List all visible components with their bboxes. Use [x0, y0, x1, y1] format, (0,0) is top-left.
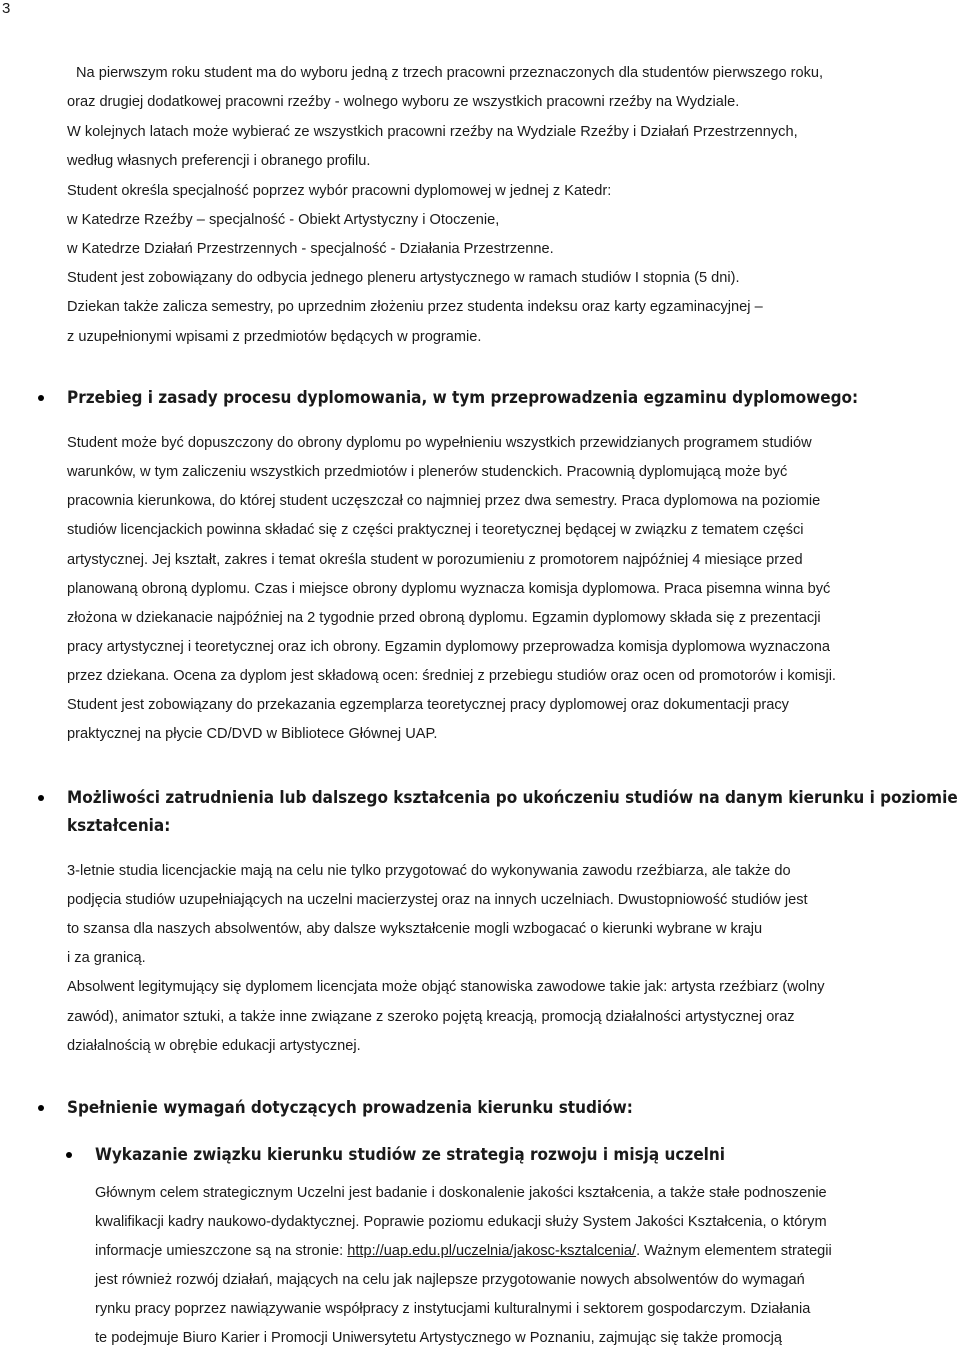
- paragraph-line-with-link: [95, 1242, 832, 1260]
- paragraph-line: rynku pracy poprzez nawiązywanie współpracy z instytucjami kulturalnymi i sektorem gospodarczym. Działania: [95, 1301, 811, 1317]
- paragraph-line: praktycznej na płycie CD/DVD w Bibliotece Głównej UAP.: [67, 726, 438, 742]
- quality-system-link[interactable]: http://uap.edu.pl/uczelnia/jakosc-ksztalcenia/: [347, 1243, 637, 1259]
- bullet-icon: [38, 795, 44, 801]
- paragraph-line: działalnością w obrębie edukacji artystycznej.: [67, 1038, 361, 1054]
- subsection-heading-strategy: Wykazanie związku kierunku studiów ze strategią rozwoju i misją uczelni: [95, 1144, 726, 1164]
- intro-line: Dziekan także zalicza semestry, po uprzednim złożeniu przez studenta indeksu oraz karty egzaminacyjnej –: [67, 299, 763, 315]
- paragraph-line: artystycznej. Jej kształt, zakres i temat określa student w porozumieniu z promotorem najpóźniej 4 miesiące przed: [67, 552, 803, 568]
- paragraph-line: kwalifikacji kadry naukowo-dydaktycznej. Poprawie poziomu edukacji służy System Jakości Kształcenia, o którym: [95, 1214, 827, 1230]
- intro-line: oraz drugiej dodatkowej pracowni rzeźby - wolnego wyboru ze wszystkich pracowni rzeźby na Wydziale.: [67, 94, 740, 110]
- intro-line: Student określa specjalność poprzez wybór pracowni dyplomowej w jednej z Katedr:: [67, 183, 612, 199]
- paragraph-line: Głównym celem strategicznym Uczelni jest badanie i doskonalenie jakości kształcenia, a także stałe podnoszenie: [95, 1185, 827, 1201]
- paragraph-line: warunków, w tym zaliczeniu wszystkich przedmiotów i plenerów studenckich. Pracownią dyplomującą może być: [67, 464, 788, 480]
- link-prefix-text: informacje umieszczone są na stronie:: [95, 1243, 348, 1259]
- paragraph-line: Absolwent legitymujący się dyplomem licencjata może objąć stanowiska zawodowe takie jak: artysta rzeźbiarz (wolny: [67, 979, 825, 995]
- paragraph-line: Student może być dopuszczony do obrony dyplomu po wypełnieniu wszystkich przewidzianych programem studiów: [67, 435, 812, 451]
- section-heading-employment-cont: kształcenia:: [67, 815, 171, 835]
- paragraph-line: jest również rozwój działań, mających na celu jak najlepsze przygotowanie nowych absolwentów do wymagań: [95, 1272, 805, 1288]
- paragraph-line: 3-letnie studia licencjackie mają na celu nie tylko przygotować do wykonywania zawodu rzeźbiarza, ale także do: [67, 863, 791, 879]
- paragraph-line: pracy artystycznej i teoretycznej oraz ich obrony. Egzamin dyplomowy przeprowadza komisja dyplomowa wyznaczona: [67, 639, 830, 655]
- paragraph-line: to szansa dla naszych absolwentów, aby dalsze wykształcenie mogli wzbogacać o kierunki wybrane w kraju: [67, 921, 763, 937]
- intro-line: W kolejnych latach może wybierać ze wszystkich pracowni rzeźby na Wydziale Rzeźby i Działań Przestrzennych,: [67, 124, 798, 140]
- paragraph-line: studiów licencjackich powinna składać się z części praktycznej i teoretycznej będącej w związku z tematem części: [67, 522, 804, 538]
- paragraph-line: złożona w dziekanacie najpóźniej na 2 tygodnie przed obroną dyplomu. Egzamin dyplomowy składa się z prezentacji: [67, 610, 821, 626]
- intro-line: Na pierwszym roku student ma do wyboru jedną z trzech pracowni przeznaczonych dla studentów pierwszego roku,: [76, 65, 824, 81]
- bullet-icon: [38, 395, 44, 401]
- bullet-icon: [66, 1152, 72, 1158]
- paragraph-line: zawód), animator sztuki, a także inne związane z szeroko pojętą kreacją, promocją działalności artystycznej oraz: [67, 1009, 795, 1025]
- intro-line: według własnych preferencji i obranego profilu.: [67, 153, 371, 169]
- intro-line: w Katedrze Rzeźby – specjalność - Obiekt Artystyczny i Otoczenie,: [67, 212, 500, 228]
- page-number: 3: [2, 0, 11, 17]
- intro-line: z uzupełnionymi wpisami z przedmiotów będących w programie.: [67, 329, 482, 345]
- paragraph-line: planowaną obroną dyplomu. Czas i miejsce obrony dyplomu wyznacza komisja dyplomowa. Praca pisemna winna być: [67, 581, 831, 597]
- link-suffix-text: . Ważnym elementem strategii: [636, 1243, 832, 1259]
- intro-line: Student jest zobowiązany do odbycia jednego pleneru artystycznego w ramach studiów I stopnia (5 dni).: [67, 270, 740, 286]
- paragraph-line: te podejmuje Biuro Karier i Promocji Uniwersytetu Artystycznego w Poznaniu, zajmując się także promocją: [95, 1330, 783, 1346]
- paragraph-line: Student jest zobowiązany do przekazania egzemplarza teoretycznej pracy dyplomowej oraz dokumentacji pracy: [67, 697, 789, 713]
- section-heading-requirements: Spełnienie wymagań dotyczących prowadzenia kierunku studiów:: [67, 1097, 633, 1117]
- paragraph-line: przez dziekana. Ocena za dyplom jest składową ocen: średniej z przebiegu studiów oraz ocen od promotorów i komisji.: [67, 668, 836, 684]
- paragraph-line: podjęcia studiów uzupełniających na uczelni macierzystej oraz na innych uczelniach. Dwustopniowość studiów jest: [67, 892, 808, 908]
- section-heading-diploma: Przebieg i zasady procesu dyplomowania, w tym przeprowadzenia egzaminu dyplomowego:: [67, 387, 859, 407]
- intro-line: w Katedrze Działań Przestrzennych - specjalność - Działania Przestrzenne.: [67, 241, 554, 257]
- paragraph-line: i za granicą.: [67, 950, 146, 966]
- bullet-icon: [38, 1105, 44, 1111]
- paragraph-line: pracownia kierunkowa, do której student uczęszczał co najmniej przez dwa semestry. Praca dyplomowa na poziomie: [67, 493, 821, 509]
- section-heading-employment: Możliwości zatrudnienia lub dalszego kształcenia po ukończeniu studiów na danym kierunku i poziomie: [67, 787, 958, 807]
